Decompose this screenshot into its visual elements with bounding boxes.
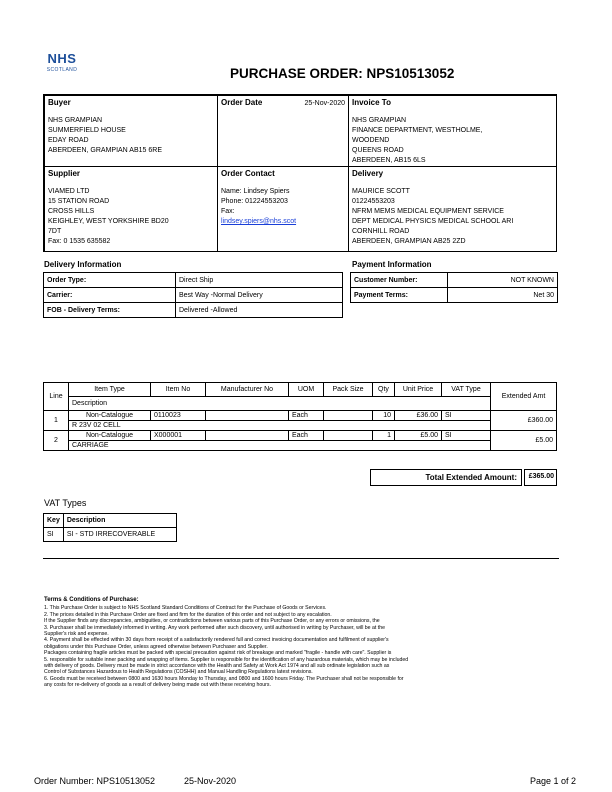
payment-info-value: NOT KNOWN	[448, 273, 558, 288]
table-row	[44, 441, 557, 451]
terms-item: any costs for re-delivery of goods as a result of delivery being made out with these receiving hours.	[44, 682, 271, 689]
order-date-header: Order Date	[221, 98, 263, 107]
col-pack-size: Pack Size	[324, 383, 373, 397]
footer-date: 25-Nov-2020	[184, 776, 237, 786]
total-label: Total Extended Amount:	[425, 473, 517, 482]
line-number: 1	[44, 411, 69, 431]
payment-info-table	[350, 272, 558, 303]
col-line: Line	[44, 383, 69, 411]
order-date-cell	[217, 95, 349, 167]
page-title: PURCHASE ORDER: NPS10513052	[230, 66, 455, 81]
delivery-info-table	[43, 272, 343, 318]
invoice-to-header: Invoice To	[352, 98, 391, 107]
delivery-line: DEPT MEDICAL PHYSICS MEDICAL SCHOOL ARI	[352, 218, 514, 225]
items-header-row	[44, 397, 557, 411]
total-label-box	[370, 469, 522, 486]
supplier-line: Fax: 0 1535 635582	[48, 238, 111, 245]
terms-item: Supplier's risk and expense.	[44, 631, 109, 638]
vat-type: SI	[442, 411, 491, 421]
terms-item: Packages containing fragile articles must be packed with special precaution against risk of breakage and marked "fragile - handle with care". Supplier is	[44, 650, 392, 657]
buyer-line: NHS GRAMPIAN	[48, 117, 103, 124]
total-value-box	[524, 469, 557, 486]
payment-info-label: Customer Number:	[351, 273, 448, 288]
items-header-row	[44, 383, 557, 397]
item-type: Non-Catalogue	[69, 431, 151, 441]
vat-type: SI	[442, 431, 491, 441]
col-item-type: Item Type	[69, 383, 151, 397]
payment-info-value: Net 30	[448, 288, 558, 303]
delivery-line: MAURICE SCOTT	[352, 188, 410, 195]
col-vat-type: VAT Type	[442, 383, 491, 397]
terms-item: Control of Substances Hazardous to Health Regulations (COSHH) and Manual Handling Regulations latest revisions.	[44, 669, 313, 676]
order-contact-header: Order Contact	[221, 169, 275, 178]
supplier-line: KEIGHLEY, WEST YORKSHIRE BD20	[48, 218, 169, 225]
terms-item: 4. Payment shall be effected within 30 days from receipt of a satisfactorily rendered full and correct invoicing documentation and fulfilment of supplier's	[44, 637, 389, 644]
payment-info-title: Payment Information	[352, 260, 432, 269]
order-header-grid	[43, 94, 557, 252]
extended-amt: £5.00	[491, 431, 557, 451]
col-manufacturer-no: Manufacturer No	[206, 383, 289, 397]
vat-key: SI	[44, 528, 64, 542]
delivery-info-label: FOB - Delivery Terms:	[44, 303, 176, 318]
invoice-to-line: FINANCE DEPARTMENT, WESTHOLME,	[352, 127, 483, 134]
terms-item: 5. responsible for suitable inner packing and wrapping of items. Supplier is responsible for the identification of any hazardous materials, which may be included	[44, 656, 409, 663]
footer-order-number: Order Number: NPS10513052	[34, 776, 156, 786]
line-items-table	[43, 382, 557, 451]
order-contact-cell	[217, 166, 349, 252]
vat-types-title: VAT Types	[44, 498, 87, 508]
total-value: £365.00	[528, 473, 554, 480]
supplier-line: 15 STATION ROAD	[48, 198, 110, 205]
terms-item: 3. Purchaser shall be immediately informed in writing. Any work performed after such discovery, until authorised in writing by Purchaser, will be at the	[44, 624, 385, 631]
terms-title: Terms & Conditions of Purchase:	[44, 597, 139, 603]
col-uom: UOM	[289, 383, 324, 397]
vat-header-row	[44, 514, 177, 528]
buyer-line: EDAY ROAD	[48, 137, 89, 144]
invoice-to-line: WOODEND	[352, 137, 390, 144]
unit-price: £5.00	[395, 431, 442, 441]
invoice-to-cell	[348, 95, 557, 167]
item-no: X000001	[151, 431, 206, 441]
terms-item: If the Supplier finds any discrepancies, ambiguities, or contradictions between various parts of this Purchase Order, or any errors or omissions, the	[44, 618, 380, 625]
logo-text-scotland: SCOTLAND	[46, 67, 78, 73]
delivery-line: CORNHILL ROAD	[352, 228, 410, 235]
terms-item: 2. The prices detailed in this Purchase Order are fixed and firm for the duration of this order and not subject to any escalation.	[44, 611, 332, 618]
terms-and-conditions	[44, 597, 560, 689]
invoice-to-line: ABERDEEN, AB15 6LS	[352, 157, 426, 164]
delivery-info-row	[44, 288, 343, 303]
extended-amt: £360.00	[491, 411, 557, 431]
delivery-info-row	[44, 303, 343, 318]
qty: 1	[373, 431, 395, 441]
delivery-info-row	[44, 273, 343, 288]
col-description: Description	[69, 397, 491, 411]
line-number: 2	[44, 431, 69, 451]
manufacturer-no	[206, 411, 289, 421]
col-extended-amt: Extended Amt	[491, 383, 557, 411]
qty: 10	[373, 411, 395, 421]
uom: Each	[289, 431, 324, 441]
terms-item: 1. This Purchase Order is subject to NHS Scotland Standard Conditions of Contract for the Purchase of Goods or Services.	[44, 605, 327, 612]
supplier-line: 7DT	[48, 228, 62, 235]
vat-description: SI - STD IRRECOVERABLE	[63, 528, 176, 542]
supplier-line: VIAMED LTD	[48, 188, 90, 195]
col-unit-price: Unit Price	[395, 383, 442, 397]
delivery-info-value: Best Way -Normal Delivery	[176, 288, 343, 303]
vat-col-key: Key	[44, 514, 64, 528]
buyer-cell	[44, 95, 218, 167]
table-row	[44, 431, 557, 441]
item-type: Non-Catalogue	[69, 411, 151, 421]
contact-name: Name: Lindsey Spiers	[221, 188, 290, 195]
terms-item: obligations under this Purchase Order, unless agreed otherwise between Purchaser and Supplier.	[44, 643, 268, 650]
supplier-line: CROSS HILLS	[48, 208, 95, 215]
buyer-line: ABERDEEN, GRAMPIAN AB15 6RE	[48, 147, 162, 154]
terms-item: with delivery of goods. Delivery must be made in strict accordance with the Health and Safety at Work Act 1974 and all sub ordinate legislation such as	[44, 663, 390, 670]
table-row	[44, 411, 557, 421]
contact-phone: Phone: 01224553203	[221, 198, 288, 205]
delivery-info-value: Delivered -Allowed	[176, 303, 343, 318]
pack-size	[324, 411, 373, 421]
vat-row	[44, 528, 177, 542]
supplier-cell	[44, 166, 218, 252]
delivery-line: 01224553203	[352, 198, 395, 205]
nhs-scotland-logo	[44, 52, 80, 73]
unit-price: £36.00	[395, 411, 442, 421]
vat-col-description: Description	[63, 514, 176, 528]
delivery-info-label: Carrier:	[44, 288, 176, 303]
col-qty: Qty	[373, 383, 395, 397]
invoice-to-line: NHS GRAMPIAN	[352, 117, 407, 124]
vat-types-table	[43, 513, 177, 542]
buyer-line: SUMMERFIELD HOUSE	[48, 127, 126, 134]
buyer-header: Buyer	[48, 98, 71, 107]
item-description: R 23V 02 CELL	[69, 421, 491, 431]
table-row	[44, 421, 557, 431]
payment-info-label: Payment Terms:	[351, 288, 448, 303]
invoice-to-line: QUEENS ROAD	[352, 147, 404, 154]
delivery-info-title: Delivery Information	[44, 260, 122, 269]
contact-fax: Fax:	[221, 208, 235, 215]
section-divider	[43, 558, 559, 559]
col-item-no: Item No	[151, 383, 206, 397]
supplier-header: Supplier	[48, 169, 81, 178]
pack-size	[324, 431, 373, 441]
payment-info-row	[351, 288, 558, 303]
footer-page-number: Page 1 of 2	[529, 776, 576, 786]
delivery-line: ABERDEEN, GRAMPIAN AB25 2ZD	[352, 238, 466, 245]
uom: Each	[289, 411, 324, 421]
order-date-value: 25-Nov-2020	[304, 100, 345, 107]
delivery-header: Delivery	[352, 169, 384, 178]
delivery-info-label: Order Type:	[44, 273, 176, 288]
item-description: CARRIAGE	[69, 441, 491, 451]
contact-email-link[interactable]: lindsey.spiers@nhs.scot	[221, 218, 297, 225]
delivery-info-value: Direct Ship	[176, 273, 343, 288]
terms-item: 6. Goods must be received between 0800 and 1630 hours Monday to Thursday, and 0800 and 1600 hours Friday. The Purchaser shall not be responsible for	[44, 675, 404, 682]
delivery-line: NFRM MEMS MEDICAL EQUIPMENT SERVICE	[352, 208, 504, 215]
logo-text-nhs: NHS	[47, 51, 77, 66]
delivery-cell	[348, 166, 557, 252]
manufacturer-no	[206, 431, 289, 441]
item-no: 0110023	[151, 411, 206, 421]
payment-info-row	[351, 273, 558, 288]
